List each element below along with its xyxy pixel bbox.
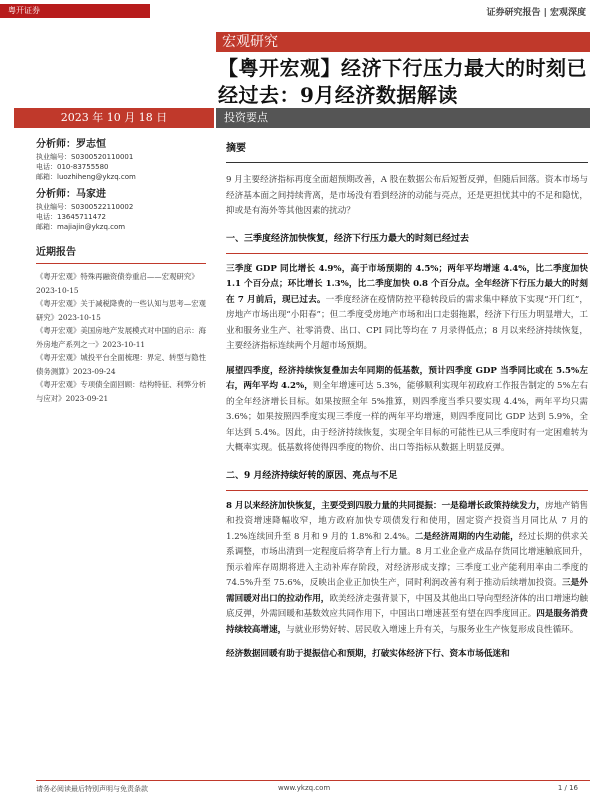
brand-logo: 粤开证券: [8, 6, 40, 15]
section-heading: 二、9 月经济持续好转的原因、亮点与不足: [226, 470, 398, 481]
emphasis-text: 8 月以来经济加快恢复，主要受到四股力量的共同提振：一是稳增长政策持续发力，: [226, 500, 545, 511]
report-date: 2023 年 10 月 18 日: [60, 111, 168, 124]
body-paragraph: [226, 364, 588, 457]
body-text: 经过长期的供求关系调整，市场出清到一定程度后将孕育上行力量。8 月工业企业产成品存货同比增速触底回升，预示着库存周期将进入主动补库存阶段，对经济形成支撑；三季度工业产能利用率由二季度的 74.5%升至 75.6%，反映出企业正加快生产，同时利润改善有利于推动后续增加投资。: [226, 531, 588, 588]
body-paragraph: [226, 262, 588, 355]
abstract-paragraph: 9 月主要经济指标再度全面超预期改善，A 股在数据公布后短暂反弹，但随后回落。资本市场与经济基本面之间持续背离，是市场没有看到经济的动能与亮点，还是更担忧其中的不足和隐忧，抑或是有海外等其他因素的扰动？: [226, 175, 588, 216]
recent-report-link[interactable]: 《粤开宏观》关于减税降费的一些认知与思考—宏观研究》2023-10-15: [36, 299, 206, 322]
body-text: 房地产销售和投资增速降幅收窄，地方政府加快专项债发行和使用，固定资产投资当月同比从 7 月的 1.2%连续回升至 8 月和 9 月的 1.8%和 2.4%。: [226, 500, 588, 542]
emphasis-text: 二是经济周期的内生动能，: [414, 531, 519, 542]
sidebar: [36, 138, 206, 405]
main-content: [226, 142, 588, 672]
report-type: 证券研究报告 | 宏观深度: [486, 8, 586, 18]
divider: [36, 263, 206, 264]
analyst-cert: 执业编号：S0300522110002: [36, 203, 134, 211]
topic-label: 投资要点: [224, 111, 268, 124]
section-heading: 一、三季度经济加快恢复，经济下行压力最大的时刻已经过去: [226, 233, 470, 244]
recent-report-link[interactable]: 《粤开宏观》专项债全面回顾：结构特征、利弊分析与应对》2023-09-21: [36, 380, 206, 403]
footer-disclaimer: 请务必阅读最后特别声明与免责条款: [36, 785, 148, 793]
analyst-phone: 电话：010-83755580: [36, 163, 109, 171]
analyst-card: [36, 188, 206, 232]
analyst-name: 分析师：马家进: [36, 189, 106, 200]
abstract-heading: 摘要: [226, 142, 588, 163]
analyst-name: 分析师：罗志恒: [36, 139, 106, 150]
body-text: 则全年增速可达 5.3%，能够顺利实现年初政府工作报告制定的 5%左右的全年经济增长目标。如果按照全年 5%推算，则四季度当季只要实现 4.4%，两年平均只需 3.6%；如果按照四季度实现三季度一样的两年平均增速，则四季度同比 GDP 达到 5.9%，全年达到 5.4%。因此，由于经济持续恢复，实现全年目标的可能性已从三季度时有一定困难转为大概率实现。低基数将使得四季度的物价、出口等指标从数据上明显反弹。: [226, 381, 588, 453]
body-text: 欧美经济走强背景下，中国及其他出口导向型经济体的出口增速均触底反弹，外需回暖和基数效应共同作用下，中国出口增速甚至有望在四季度回正。: [226, 593, 588, 619]
body-paragraph: [226, 647, 588, 663]
body-text: 一季度经济在疫情防控平稳转段后的需求集中释放下实现“开门红”，房地产市场出现“小阳春”；但二季度受房地产市场和出口走弱拖累，经济下行压力明显增大，工业和服务业生产、社零消费、出口、CPI 同比等均在 7 月录得低点；8 月以来经济持续恢复，主要经济指标连续两个月超市场预期。: [226, 294, 588, 351]
page-number: 1 / 16: [557, 784, 578, 792]
topic-band: [216, 108, 590, 128]
analyst-cert: 执业编号：S0300520110001: [36, 153, 134, 161]
divider: [226, 253, 588, 254]
category-band: [216, 32, 590, 52]
analyst-email[interactable]: 邮箱：luozhiheng@ykzq.com: [36, 173, 136, 181]
body-paragraph: [226, 499, 588, 639]
date-band: [14, 108, 214, 128]
emphasis-text: 三是外需回暖对出口的拉动作用，: [226, 578, 588, 604]
emphasis-text: 三季度 GDP 同比增长 4.9%，高于市场预期的 4.5%；两年平均增速 4.4%，比二季度加快 1.1 个百分点；环比增长 1.3%，比二季度加快 0.8 个百分点。全年经济下行压力最大的时刻在 7 月前后，现已过去。: [226, 263, 588, 305]
page-footer: [36, 780, 590, 794]
analyst-email[interactable]: 邮箱：majiajin@ykzq.com: [36, 223, 126, 231]
report-title: 【粤开宏观】经济下行压力最大的时刻已经过去：9月经济数据解读: [218, 56, 587, 107]
recent-report-link[interactable]: 《粤开宏观》美国房地产发展模式对中国的启示：海外房地产系列之一》2023-10-11: [36, 326, 206, 349]
emphasis-text: 四是服务消费持续较高增速，: [226, 609, 588, 635]
recent-report-link[interactable]: 《粤开宏观》特殊再融资债券重启——宏观研究》2023-10-15: [36, 272, 199, 295]
emphasis-text: 经济数据回暖有助于提振信心和预期，打破实体经济下行、资本市场低迷和: [226, 649, 510, 659]
top-bar: [0, 0, 600, 22]
footer-url[interactable]: www.ykzq.com: [278, 784, 331, 792]
recent-reports-heading: 近期报告: [36, 247, 76, 258]
recent-report-link[interactable]: 《粤开宏观》城投平台全面梳理：界定、转型与隐性债务测算》2023-09-24: [36, 353, 206, 376]
divider: [226, 490, 588, 491]
emphasis-text: 展望四季度，经济持续恢复叠加去年同期的低基数，预计四季度 GDP 当季同比或在 5.5%左右，两年平均 4.2%，: [226, 365, 588, 391]
category-label: 宏观研究: [222, 34, 278, 50]
analyst-card: [36, 138, 206, 182]
body-text: 与就业形势好转、居民收入增速上升有关，与服务业生产恢复形成良性循环。: [286, 624, 579, 635]
analyst-phone: 电话：13645711472: [36, 213, 106, 221]
